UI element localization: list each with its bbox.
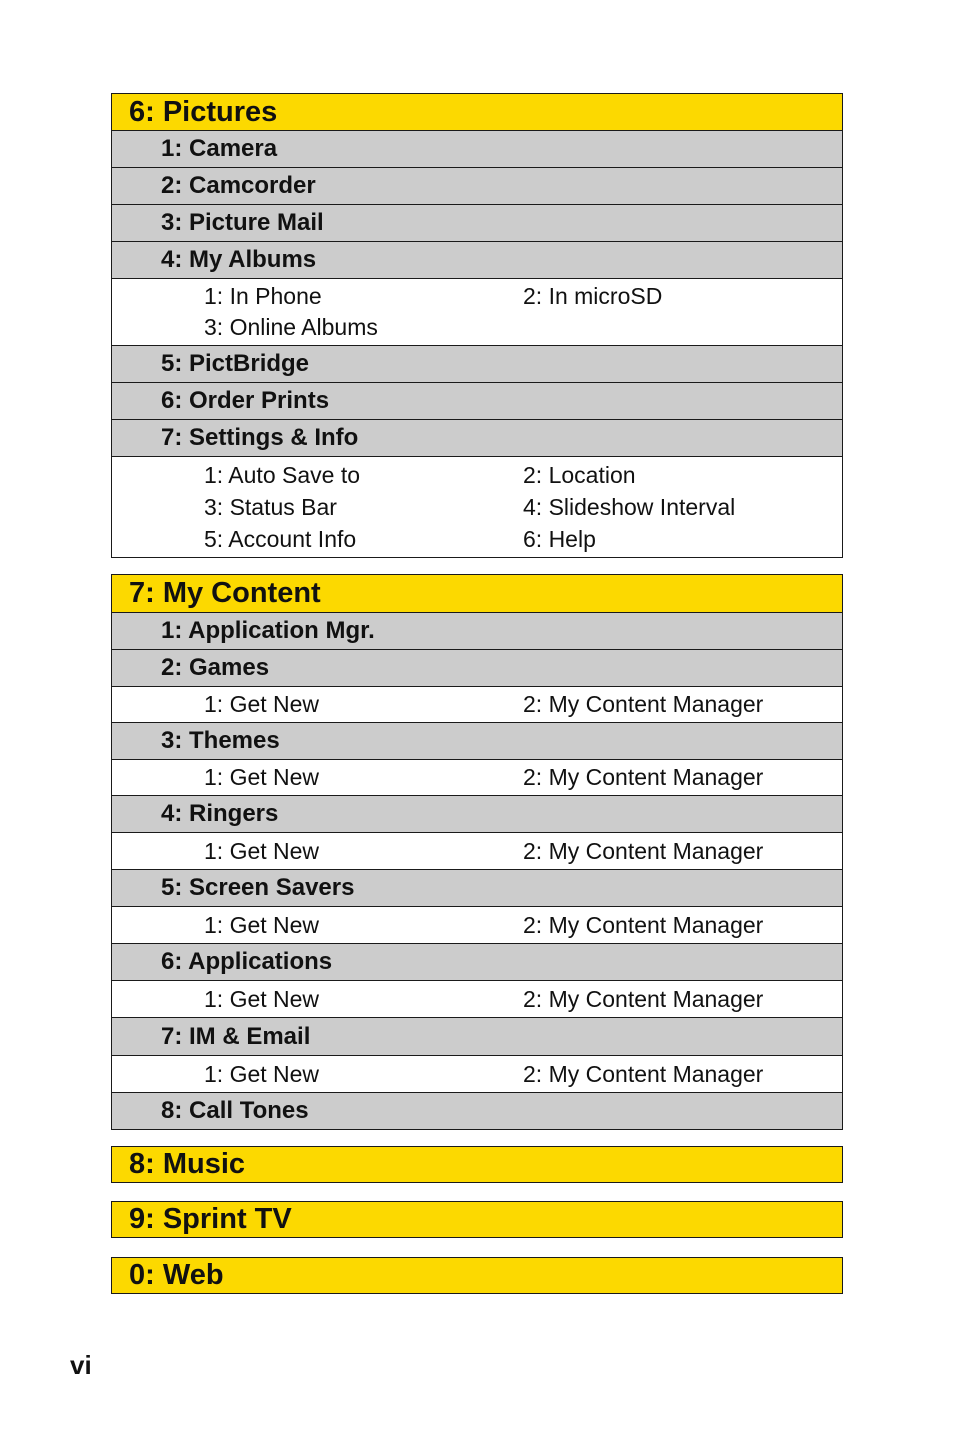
pictures-menu-table (111, 93, 843, 558)
web-title: 0: Web (129, 1259, 224, 1291)
games-content-manager: 2: My Content Manager (523, 691, 764, 717)
games-get-new: 1: Get New (204, 691, 320, 717)
submenu-im-email (112, 1017, 842, 1055)
settings-item-account-info: 5: Account Info (204, 525, 357, 552)
page-number: vi (70, 1350, 92, 1380)
web-menu-table (111, 1257, 843, 1294)
camera-label: 1: Camera (161, 135, 278, 162)
im-email-label: 7: IM & Email (161, 1022, 311, 1050)
call-tones-label: 8: Call Tones (161, 1097, 309, 1124)
camcorder-label: 2: Camcorder (161, 172, 316, 199)
ringers-get-new: 1: Get New (204, 837, 320, 864)
im-email-items (112, 1055, 842, 1092)
submenu-ringers (112, 795, 842, 832)
applications-label: 6: Applications (161, 948, 333, 975)
sprint-tv-menu-table (111, 1201, 843, 1238)
ringers-content-manager: 2: My Content Manager (523, 837, 764, 864)
my-albums-label: 4: My Albums (161, 246, 317, 273)
music-header (112, 1147, 842, 1182)
ringers-items (112, 832, 842, 869)
applications-items (112, 980, 842, 1017)
themes-get-new: 1: Get New (204, 764, 320, 790)
settings-item-status-bar: 3: Status Bar (204, 493, 337, 520)
submenu-games (112, 649, 842, 686)
order-prints-label: 6: Order Prints (161, 387, 330, 414)
settings-item-slideshow-interval: 4: Slideshow Interval (523, 493, 736, 520)
albums-item-in-microsd: 2: In microSD (523, 283, 663, 309)
settings-info-items (112, 456, 842, 557)
ringers-label: 4: Ringers (161, 800, 279, 827)
submenu-call-tones (112, 1092, 842, 1129)
submenu-settings-info (112, 419, 842, 456)
picture-mail-label: 3: Picture Mail (161, 209, 324, 236)
im-email-content-manager: 2: My Content Manager (523, 1060, 764, 1087)
application-mgr-label: 1: Application Mgr. (161, 617, 375, 644)
themes-label: 3: Themes (161, 727, 280, 754)
submenu-screen-savers (112, 869, 842, 906)
games-label: 2: Games (161, 654, 270, 681)
submenu-picture-mail (112, 204, 842, 241)
submenu-themes (112, 722, 842, 759)
my-content-title: 7: My Content (129, 577, 321, 609)
submenu-camera (112, 130, 842, 167)
submenu-order-prints (112, 382, 842, 419)
screen-savers-label: 5: Screen Savers (161, 874, 355, 901)
submenu-application-mgr (112, 612, 842, 649)
submenu-applications (112, 943, 842, 980)
screen-savers-content-manager: 2: My Content Manager (523, 911, 764, 938)
themes-items (112, 759, 842, 795)
submenu-my-albums (112, 241, 842, 278)
pictures-title: 6: Pictures (129, 95, 278, 128)
im-email-get-new: 1: Get New (204, 1060, 320, 1087)
sprint-tv-title: 9: Sprint TV (129, 1203, 292, 1235)
albums-item-online-albums: 3: Online Albums (204, 314, 378, 340)
albums-item-in-phone: 1: In Phone (204, 283, 322, 309)
submenu-camcorder (112, 167, 842, 204)
my-albums-items (112, 278, 842, 345)
my-content-menu-table (111, 574, 843, 1130)
settings-info-label: 7: Settings & Info (161, 424, 359, 451)
music-menu-table (111, 1146, 843, 1183)
applications-content-manager: 2: My Content Manager (523, 985, 764, 1012)
pictures-header (112, 94, 842, 130)
settings-item-help: 6: Help (523, 525, 596, 552)
screen-savers-items (112, 906, 842, 943)
themes-content-manager: 2: My Content Manager (523, 764, 764, 790)
applications-get-new: 1: Get New (204, 985, 320, 1012)
settings-item-location: 2: Location (523, 461, 636, 488)
web-header (112, 1258, 842, 1293)
music-title: 8: Music (129, 1148, 246, 1180)
submenu-pictbridge (112, 345, 842, 382)
sprint-tv-header (112, 1202, 842, 1237)
pictbridge-label: 5: PictBridge (161, 350, 310, 377)
screen-savers-get-new: 1: Get New (204, 911, 320, 938)
games-items (112, 686, 842, 722)
my-content-header (112, 575, 842, 612)
settings-item-auto-save: 1: Auto Save to (204, 461, 361, 488)
